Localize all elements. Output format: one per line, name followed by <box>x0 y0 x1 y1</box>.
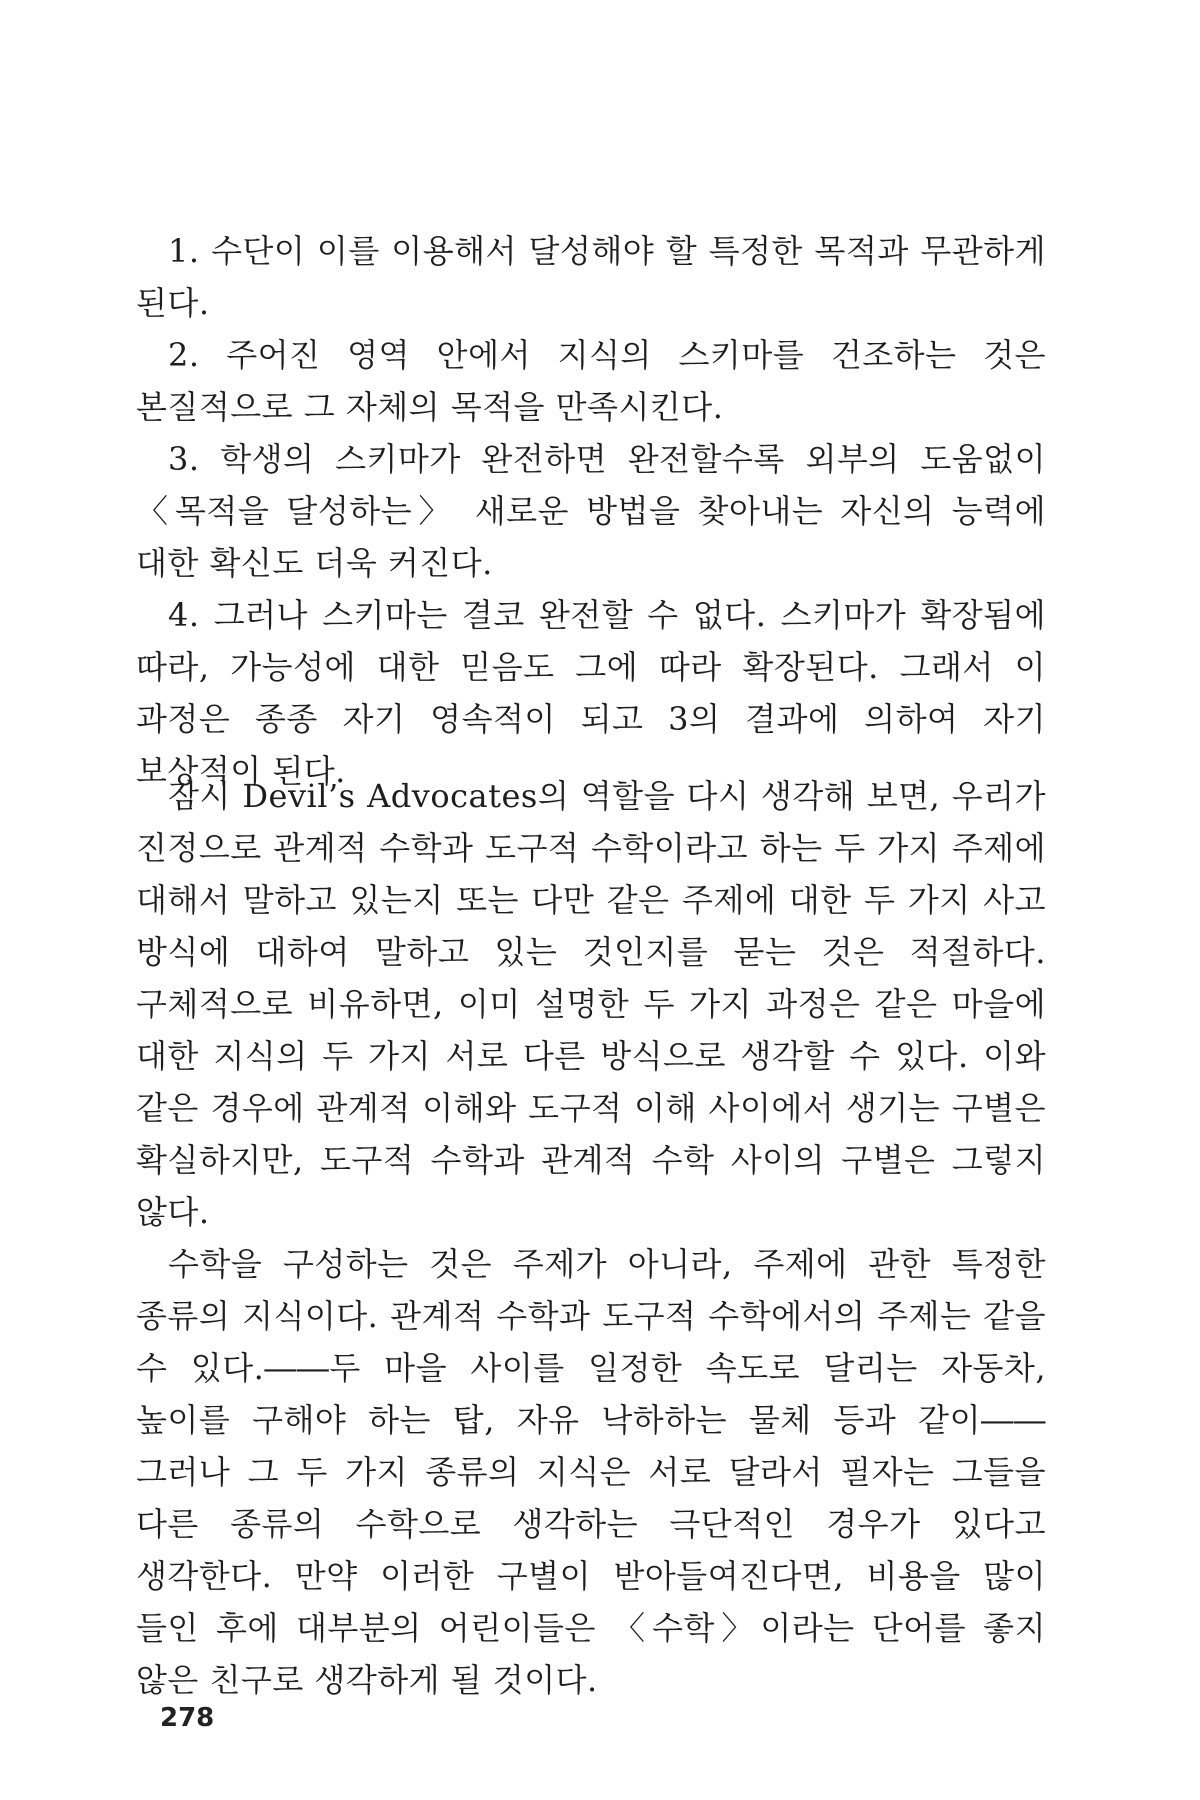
paragraph-2: 수학을 구성하는 것은 주제가 아니라, 주제에 관한 특정한 종류의 지식이다. 관계적 수학과 도구적 수학에서의 주제는 같을 수 있다.――두 마을 사이를 일정한 속도로 달리는 자동차, 높이를 구해야 하는 탑, 자유 낙하하는 물체 등과 같이――그러나 그 두 가지 종류의 지식은 서로 달라서 필자는 그들을 다른 종류의 수학으로 생각하는 극단적인 경우가 있다고 생각한다. 만약 이러한 구별이 받아들여진다면, 비용을 많이 들인 후에 대부분의 어린이들은 〈수학〉이라는 단어를 좋지 않은 친구로 생각하게 될 것이다. <box>136 1245 1046 1699</box>
list-item-3: 3. 학생의 스키마가 완전하면 완전할수록 외부의 도움없이 〈목적을 달성하는〉 새로운 방법을 찾아내는 자신의 능력에 대한 확신도 더욱 커진다. <box>136 440 1046 582</box>
list-item-1: 1. 수단이 이를 이용해서 달성해야 할 특정한 목적과 무관하게 된다. <box>136 232 1046 322</box>
page-number: 278 <box>160 1703 215 1733</box>
paragraph-1: 잠시 Devil’s Advocates의 역할을 다시 생각해 보면, 우리가 진정으로 관계적 수학과 도구적 수학이라고 하는 두 가지 주제에 대해서 말하고 있는지 또는 다만 같은 주제에 대한 두 가지 사고 방식에 대하여 말하고 있는 것인지를 묻는 것은 적절하다. 구체적으로 비유하면, 이미 설명한 두 가지 과정은 같은 마을에 대한 지식의 두 가지 서로 다른 방식으로 생각할 수 있다. 이와 같은 경우에 관계적 이해와 도구적 이해 사이에서 생기는 구별은 확실하지만, 도구적 수학과 관계적 수학 사이의 구별은 그렇지 않다. <box>136 777 1046 1231</box>
body-text <box>136 770 1046 1706</box>
list-item-4: 4. 그러나 스키마는 결코 완전할 수 없다. 스키마가 확장됨에 따라, 가능성에 대한 믿음도 그에 따라 확장된다. 그래서 이 과정은 종종 자기 영속적이 되고 3의 결과에 의하여 자기 보상적이 된다. <box>136 596 1046 790</box>
list-item-2: 2. 주어진 영역 안에서 지식의 스키마를 건조하는 것은 본질적으로 그 자체의 목적을 만족시킨다. <box>136 336 1046 426</box>
numbered-list <box>136 225 1046 797</box>
